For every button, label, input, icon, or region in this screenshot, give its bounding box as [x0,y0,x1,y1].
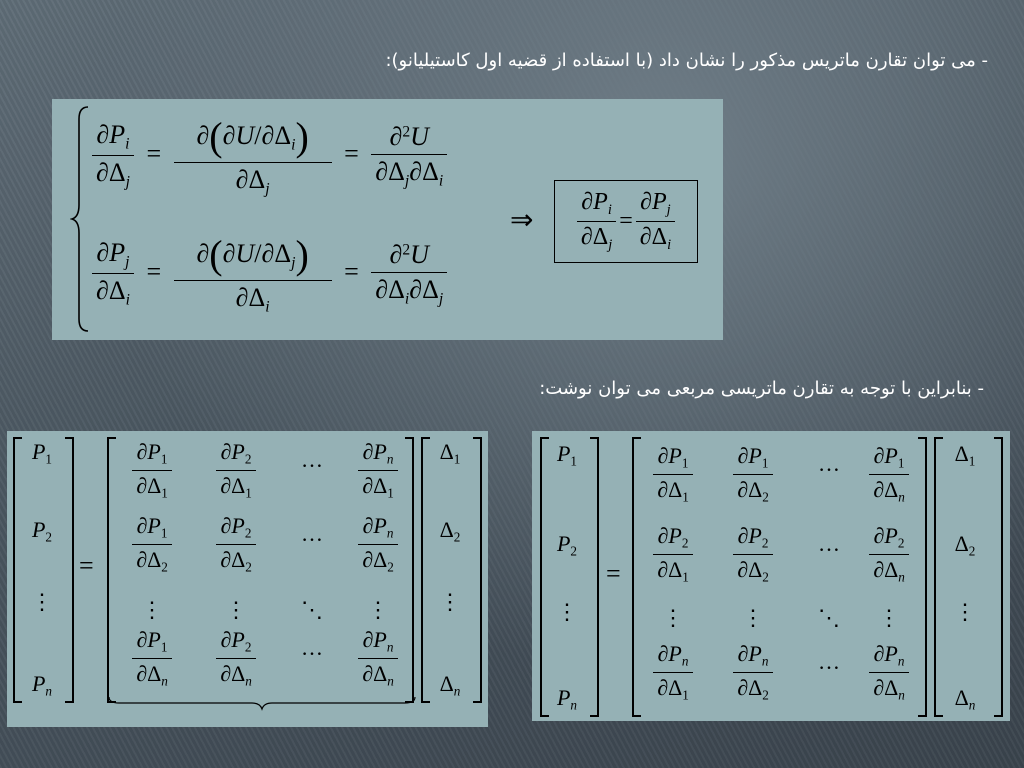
matrix-entry-r1-c3: … [301,447,323,472]
matrix-entry-r3-c3: ⋱ [301,597,323,622]
matrix-entry-r2-c1: $\frac{\partial P_1}{\partial\Delta_2}$ [117,513,187,575]
matrix-entry-r1-c1: $\frac{\partial P_1}{\partial\Delta_1}$ [117,439,187,501]
matrix-entry-r3-c4: ⋮ [878,605,900,630]
rhs-entry-3: ⋮ [954,599,976,624]
matrix-entry-r2-c3: … [301,521,323,546]
rhs-entry-4: $\Delta_n$ [954,685,976,713]
dPi-dDj: $\frac{\partial P_i}{\partial\Delta_j}$ [92,120,134,192]
lhs-right-bracket [65,437,74,703]
lhs-left-bracket [13,437,22,703]
rhs-right-bracket [473,437,482,703]
dU-dDj-dDi: $\frac{\partial(\partial U/\partial\Delta_j)}{\partial\Delta_i}$ [174,231,332,316]
lhs-entry-4: $P_n$ [556,685,578,713]
matrix-entry-r4-c1: $\frac{\partial P_n}{\partial\Delta_1}$ [638,641,708,703]
dPj-dDi: $\frac{\partial P_j}{\partial\Delta_i}$ [92,238,134,310]
matrix-panel-right [532,431,1010,721]
lhs-entry-2: $P_2$ [31,517,53,545]
lhs-entry-4: $P_n$ [31,671,53,699]
rhs-left-bracket [934,437,943,717]
rhs-entry-2: $\Delta_2$ [954,531,976,559]
lhs-entry-2: $P_2$ [556,531,578,559]
matrix-panel-left [7,431,488,727]
matrix-entry-r4-c3: … [818,649,840,674]
matrix-left-bracket [107,437,116,703]
lhs-entry-3: ⋮ [556,599,578,624]
derivation-panel [52,99,723,340]
matrix-entry-r1-c3: … [818,451,840,476]
matrix-entry-r2-c4: $\frac{\partial P_2}{\partial\Delta_n}$ [854,523,924,585]
lhs-entry-3: ⋮ [31,589,53,614]
rhs-right-bracket [994,437,1003,717]
rhs-entry-1: $\Delta_1$ [439,439,461,467]
matrix-entry-r4-c3: … [301,635,323,660]
rhs-entry-2: $\Delta_2$ [439,517,461,545]
rhs-left-bracket [421,437,430,703]
matrix-entry-r4-c4: $\frac{\partial P_n}{\partial\Delta_n}$ [343,627,413,689]
matrix-entry-r4-c4: $\frac{\partial P_n}{\partial\Delta_n}$ [854,641,924,703]
equation-row-2: $\frac{\partial P_j}{\partial\Delta_i}$ = $\frac{\partial(\partial U/\partial\Delta_j)}{\partial\Delta_i}$ = $\frac{\partial^2U}{\partial\Delta_i\partial\Delta_j}$ [92,231,447,316]
rhs-entry-4: $\Delta_n$ [439,671,461,699]
matrix-entry-r2-c4: $\frac{\partial P_n}{\partial\Delta_2}$ [343,513,413,575]
lhs-entry-1: $P_1$ [556,441,578,469]
system-brace [70,105,92,333]
matrix-entry-r2-c3: … [818,531,840,556]
matrix-entry-r3-c3: ⋱ [818,605,840,630]
matrix-entry-r3-c2: ⋮ [225,597,247,622]
caption-middle: - بنابراین با توجه به تقارن ماتریسی مربعی می توان نوشت: [539,378,984,399]
matrix-entry-r1-c1: $\frac{\partial P_1}{\partial\Delta_1}$ [638,443,708,505]
matrix-entry-r4-c2: $\frac{\partial P_2}{\partial\Delta_n}$ [201,627,271,689]
matrix-entry-r3-c1: ⋮ [662,605,684,630]
matrix-entry-r2-c2: $\frac{\partial P_2}{\partial\Delta_2}$ [718,523,788,585]
lhs-right-bracket [590,437,599,717]
matrix-entry-r1-c2: $\frac{\partial P_2}{\partial\Delta_1}$ [201,439,271,501]
rhs-entry-3: ⋮ [439,589,461,614]
implies-arrow: ⇒ [510,205,534,236]
matrix-entry-r3-c1: ⋮ [141,597,163,622]
lhs-left-bracket [540,437,549,717]
d2U-dDj-dDi: $\frac{\partial^2U}{\partial\Delta_j\partial\Delta_i}$ [371,122,447,190]
rhs-entry-1: $\Delta_1$ [954,441,976,469]
lhs-entry-1: $P_1$ [31,439,53,467]
equals-sign: = [606,559,621,588]
matrix-entry-r4-c1: $\frac{\partial P_1}{\partial\Delta_n}$ [117,627,187,689]
matrix-entry-r3-c4: ⋮ [367,597,389,622]
matrix-entry-r2-c2: $\frac{\partial P_2}{\partial\Delta_2}$ [201,513,271,575]
matrix-entry-r4-c2: $\frac{\partial P_n}{\partial\Delta_2}$ [718,641,788,703]
equals-sign: = [79,551,94,580]
underbrace [107,695,417,711]
matrix-entry-r1-c2: $\frac{\partial P_1}{\partial\Delta_2}$ [718,443,788,505]
matrix-entry-r1-c4: $\frac{\partial P_1}{\partial\Delta_n}$ [854,443,924,505]
matrix-entry-r3-c2: ⋮ [742,605,764,630]
matrix-entry-r2-c1: $\frac{\partial P_2}{\partial\Delta_1}$ [638,523,708,585]
symmetry-result-box: $\frac{\partial P_i}{\partial\Delta_j}$ = $\frac{\partial P_j}{\partial\Delta_i}$ [554,180,698,263]
d2U-dDi-dDj: $\frac{\partial^2U}{\partial\Delta_i\partial\Delta_j}$ [371,240,447,308]
caption-top: - می توان تقارن ماتریس مذکور را نشان داد (با استفاده از قضیه اول کاستیلیانو): [385,50,988,71]
dU-dDi-dDj: $\frac{\partial(\partial U/\partial\Delta_i)}{\partial\Delta_j}$ [174,113,332,198]
equation-row-1: $\frac{\partial P_i}{\partial\Delta_j}$ = $\frac{\partial(\partial U/\partial\Delta_i)}{\partial\Delta_j}$ = $\frac{\partial^2U}{\partial\Delta_j\partial\Delta_i}$ [92,113,447,198]
matrix-entry-r1-c4: $\frac{\partial P_n}{\partial\Delta_1}$ [343,439,413,501]
